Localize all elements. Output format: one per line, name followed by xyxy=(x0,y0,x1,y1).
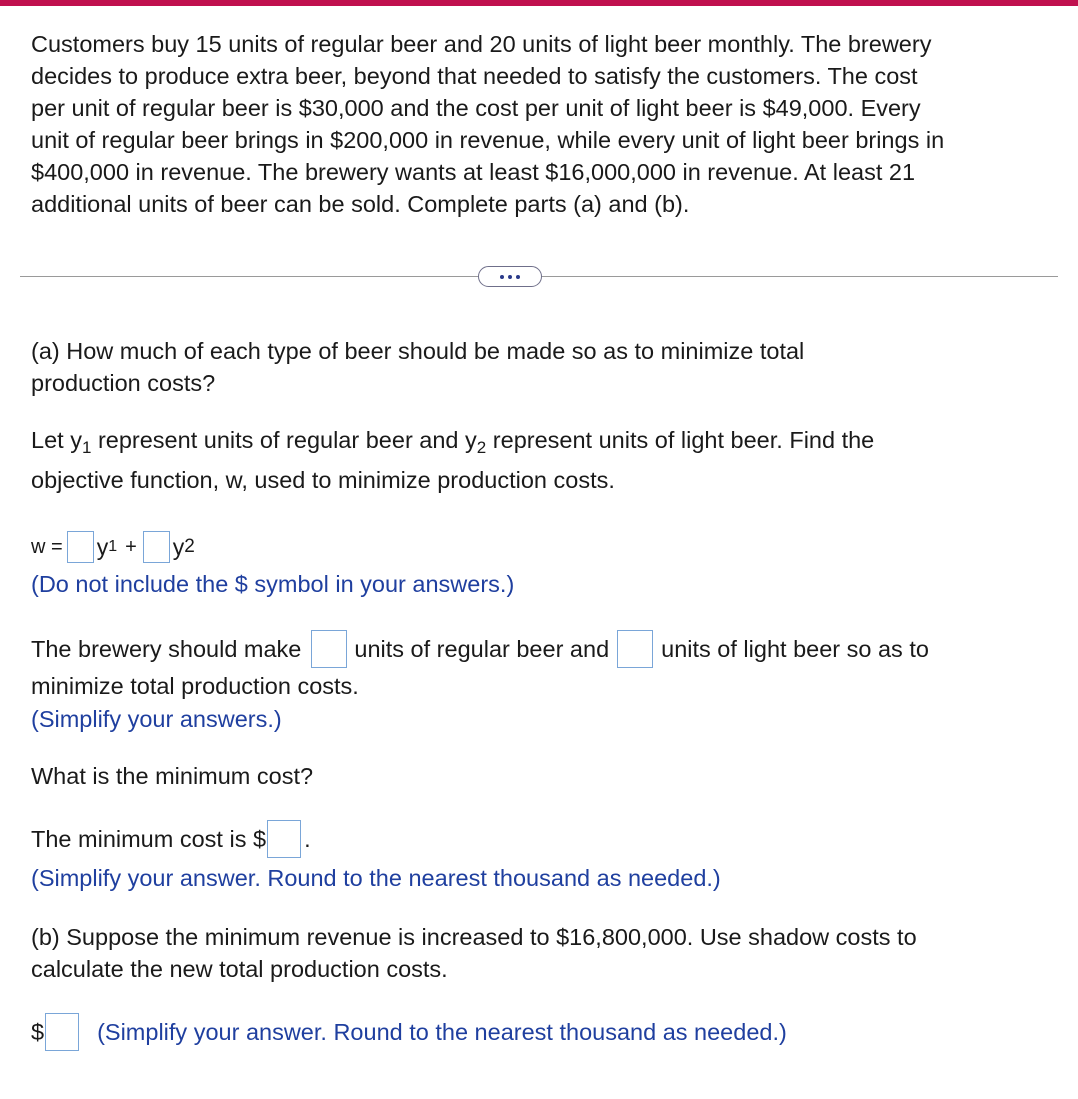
question-line: (b) Suppose the minimum revenue is increased to $16,800,000. Use shadow costs to xyxy=(31,924,917,950)
problem-line: Customers buy 15 units of regular beer and 20 units of light beer monthly. The brewery xyxy=(31,31,932,57)
min-cost-text: The minimum cost is $ xyxy=(31,826,267,852)
ellipsis-icon xyxy=(508,275,512,279)
objective-function: w = y 1 + y 2 xyxy=(31,530,195,564)
problem-line: unit of regular beer brings in $200,000 in revenue, while every unit of light beer brings in xyxy=(31,127,945,153)
expand-more-button[interactable] xyxy=(478,266,542,287)
make-text: The brewery should make xyxy=(31,636,302,662)
make-text: units of regular beer and xyxy=(354,636,610,662)
problem-line: $400,000 in revenue. The brewery wants at least $16,000,000 in revenue. At least 21 xyxy=(31,159,916,185)
regular-units-input[interactable] xyxy=(311,630,347,668)
ellipsis-icon xyxy=(516,275,520,279)
plus-sign: + xyxy=(125,535,137,558)
problem-line: per unit of regular beer is $30,000 and the cost per unit of light beer is $49,000. Every xyxy=(31,95,921,121)
min-cost-input[interactable] xyxy=(267,820,301,858)
objective-lhs: w = xyxy=(31,535,63,558)
let-text: represent units of regular beer and y xyxy=(91,427,477,453)
part-b-note: (Simplify your answer. Round to the nearest thousand as needed.) xyxy=(97,1019,787,1045)
part-b-question xyxy=(31,921,917,985)
variable-definition-cont: objective function, w, used to minimize production costs. xyxy=(31,467,615,493)
let-text: Let y xyxy=(31,427,82,453)
question-line: production costs? xyxy=(31,370,216,396)
question-line: calculate the new total production costs. xyxy=(31,956,448,982)
make-sentence xyxy=(31,630,929,668)
make-sentence-cont: minimize total production costs. xyxy=(31,673,359,699)
problem-line: decides to produce extra beer, beyond that needed to satisfy the customers. The cost xyxy=(31,63,918,89)
new-cost-input[interactable] xyxy=(45,1013,79,1051)
ellipsis-icon xyxy=(500,275,504,279)
min-cost-question: What is the minimum cost? xyxy=(31,763,314,789)
part-b-answer xyxy=(31,1013,787,1051)
y2-coefficient-input[interactable] xyxy=(143,531,170,563)
subscript: 2 xyxy=(476,438,487,457)
make-note: (Simplify your answers.) xyxy=(31,706,282,732)
part-a-question xyxy=(31,335,804,399)
objective-var: y xyxy=(96,533,109,560)
problem-statement xyxy=(31,28,1051,220)
min-cost-note: (Simplify your answer. Round to the nearest thousand as needed.) xyxy=(31,865,721,891)
question-line: (a) How much of each type of beer should be made so as to minimize total xyxy=(31,338,805,364)
y1-coefficient-input[interactable] xyxy=(67,531,94,563)
variable-definition xyxy=(31,424,874,456)
make-text: units of light beer so as to xyxy=(661,636,929,662)
subscript: 1 xyxy=(81,438,92,457)
objective-note: (Do not include the $ symbol in your answers.) xyxy=(31,571,515,597)
light-units-input[interactable] xyxy=(617,630,653,668)
min-cost-period: . xyxy=(304,826,311,852)
top-accent-bar xyxy=(0,0,1078,6)
objective-var: y xyxy=(172,533,185,560)
dollar-sign: $ xyxy=(31,1019,45,1045)
problem-line: additional units of beer can be sold. Complete parts (a) and (b). xyxy=(31,191,690,217)
min-cost-sentence xyxy=(31,820,311,858)
let-text: represent units of light beer. Find the xyxy=(486,427,875,453)
